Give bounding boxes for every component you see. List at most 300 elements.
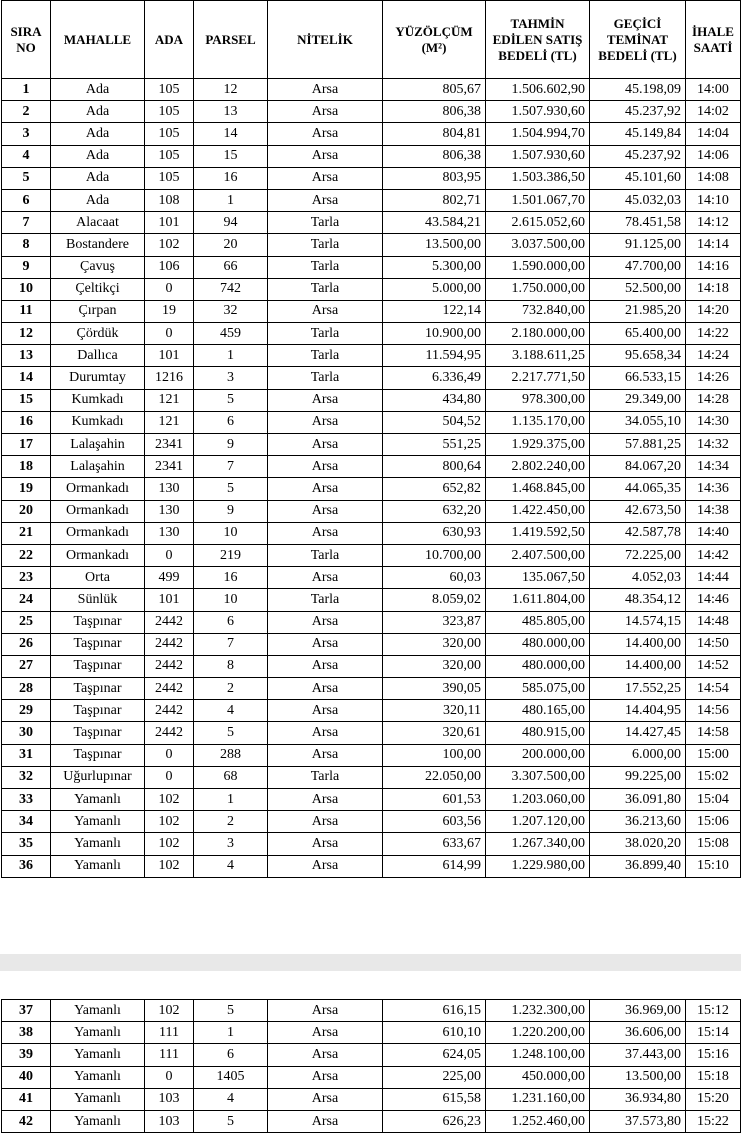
sira-no-cell: 14 bbox=[2, 367, 51, 389]
ada-cell: 2442 bbox=[145, 633, 194, 655]
sira-no-cell: 35 bbox=[2, 833, 51, 855]
ada-cell: 19 bbox=[145, 300, 194, 322]
mahalle-cell: Çırpan bbox=[51, 300, 145, 322]
yuzolcum-cell: 13.500,00 bbox=[383, 234, 486, 256]
mahalle-cell: Sünlük bbox=[51, 589, 145, 611]
ada-cell: 2341 bbox=[145, 434, 194, 456]
tahmin-cell: 1.231.160,00 bbox=[486, 1088, 590, 1110]
table-row bbox=[2, 500, 741, 522]
mahalle-cell: Yamanlı bbox=[51, 1088, 145, 1110]
yuzolcum-cell: 225,00 bbox=[383, 1066, 486, 1088]
mahalle-cell: Ada bbox=[51, 167, 145, 189]
table-row bbox=[2, 101, 741, 123]
parsel-cell: 2 bbox=[194, 678, 268, 700]
tahmin-cell: 1.468.845,00 bbox=[486, 478, 590, 500]
gecici-cell: 14.400,00 bbox=[590, 633, 686, 655]
ihale-saati-cell: 14:14 bbox=[686, 234, 741, 256]
nitelik-cell: Arsa bbox=[268, 123, 383, 145]
table-row bbox=[2, 589, 741, 611]
tahmin-cell: 1.501.067,70 bbox=[486, 189, 590, 211]
gecici-cell: 21.985,20 bbox=[590, 300, 686, 322]
gecici-cell: 14.574,15 bbox=[590, 611, 686, 633]
yuzolcum-cell: 614,99 bbox=[383, 855, 486, 877]
yuzolcum-cell: 10.900,00 bbox=[383, 323, 486, 345]
tahmin-cell: 2.615.052,60 bbox=[486, 212, 590, 234]
table-row bbox=[2, 123, 741, 145]
ada-cell: 102 bbox=[145, 234, 194, 256]
ihale-saati-cell: 15:20 bbox=[686, 1088, 741, 1110]
tahmin-cell: 2.217.771,50 bbox=[486, 367, 590, 389]
yuzolcum-cell: 626,23 bbox=[383, 1110, 486, 1132]
parsel-cell: 10 bbox=[194, 589, 268, 611]
ihale-saati-cell: 15:22 bbox=[686, 1110, 741, 1132]
ada-cell: 101 bbox=[145, 589, 194, 611]
header-gecici: GEÇİCİ TEMİNAT BEDELİ (TL) bbox=[590, 1, 686, 79]
gecici-cell: 14.404,95 bbox=[590, 700, 686, 722]
ada-cell: 0 bbox=[145, 323, 194, 345]
ada-cell: 0 bbox=[145, 278, 194, 300]
parsel-cell: 6 bbox=[194, 1044, 268, 1066]
ihale-saati-cell: 14:08 bbox=[686, 167, 741, 189]
parsel-cell: 68 bbox=[194, 766, 268, 788]
parsel-cell: 5 bbox=[194, 1110, 268, 1132]
parsel-cell: 3 bbox=[194, 833, 268, 855]
nitelik-cell: Arsa bbox=[268, 789, 383, 811]
sira-no-cell: 5 bbox=[2, 167, 51, 189]
gecici-cell: 36.934,80 bbox=[590, 1088, 686, 1110]
gecici-cell: 4.052,03 bbox=[590, 567, 686, 589]
table-row bbox=[2, 1044, 741, 1066]
tahmin-cell: 1.611.804,00 bbox=[486, 589, 590, 611]
sira-no-cell: 23 bbox=[2, 567, 51, 589]
ada-cell: 0 bbox=[145, 1066, 194, 1088]
ihale-saati-cell: 14:26 bbox=[686, 367, 741, 389]
yuzolcum-cell: 504,52 bbox=[383, 411, 486, 433]
ada-cell: 101 bbox=[145, 212, 194, 234]
ada-cell: 0 bbox=[145, 544, 194, 566]
yuzolcum-cell: 806,38 bbox=[383, 101, 486, 123]
sira-no-cell: 32 bbox=[2, 766, 51, 788]
nitelik-cell: Tarla bbox=[268, 345, 383, 367]
ada-cell: 103 bbox=[145, 1110, 194, 1132]
table-row bbox=[2, 212, 741, 234]
table-row bbox=[2, 744, 741, 766]
table-row bbox=[2, 345, 741, 367]
mahalle-cell: Durumtay bbox=[51, 367, 145, 389]
parsel-cell: 2 bbox=[194, 811, 268, 833]
tahmin-cell: 1.590.000,00 bbox=[486, 256, 590, 278]
table-row bbox=[2, 189, 741, 211]
tahmin-cell: 1.504.994,70 bbox=[486, 123, 590, 145]
mahalle-cell: Ormankadı bbox=[51, 522, 145, 544]
mahalle-cell: Yamanlı bbox=[51, 833, 145, 855]
nitelik-cell: Tarla bbox=[268, 212, 383, 234]
sira-no-cell: 20 bbox=[2, 500, 51, 522]
nitelik-cell: Arsa bbox=[268, 811, 383, 833]
yuzolcum-cell: 5.000,00 bbox=[383, 278, 486, 300]
sira-no-cell: 16 bbox=[2, 411, 51, 433]
ihale-saati-cell: 14:28 bbox=[686, 389, 741, 411]
table-row bbox=[2, 1110, 741, 1132]
header-ihale: İHALE SAATİ bbox=[686, 1, 741, 79]
yuzolcum-cell: 43.584,21 bbox=[383, 212, 486, 234]
yuzolcum-cell: 10.700,00 bbox=[383, 544, 486, 566]
tahmin-cell: 3.188.611,25 bbox=[486, 345, 590, 367]
ihale-saati-cell: 15:02 bbox=[686, 766, 741, 788]
gecici-cell: 84.067,20 bbox=[590, 456, 686, 478]
tahmin-cell: 1.506.602,90 bbox=[486, 79, 590, 101]
table-row bbox=[2, 411, 741, 433]
yuzolcum-cell: 390,05 bbox=[383, 678, 486, 700]
parsel-cell: 1 bbox=[194, 189, 268, 211]
ihale-saati-cell: 14:06 bbox=[686, 145, 741, 167]
gecici-cell: 52.500,00 bbox=[590, 278, 686, 300]
yuzolcum-cell: 633,67 bbox=[383, 833, 486, 855]
yuzolcum-cell: 632,20 bbox=[383, 500, 486, 522]
parsel-cell: 9 bbox=[194, 434, 268, 456]
sira-no-cell: 24 bbox=[2, 589, 51, 611]
ihale-saati-cell: 15:18 bbox=[686, 1066, 741, 1088]
parsel-cell: 5 bbox=[194, 722, 268, 744]
tahmin-cell: 1.207.120,00 bbox=[486, 811, 590, 833]
table-row bbox=[2, 323, 741, 345]
nitelik-cell: Tarla bbox=[268, 589, 383, 611]
nitelik-cell: Arsa bbox=[268, 1110, 383, 1132]
mahalle-cell: Yamanlı bbox=[51, 1110, 145, 1132]
header-row bbox=[2, 1, 741, 79]
parsel-cell: 1405 bbox=[194, 1066, 268, 1088]
table-row bbox=[2, 811, 741, 833]
table-row bbox=[2, 544, 741, 566]
ada-cell: 2442 bbox=[145, 678, 194, 700]
gecici-cell: 42.587,78 bbox=[590, 522, 686, 544]
parsel-cell: 10 bbox=[194, 522, 268, 544]
nitelik-cell: Arsa bbox=[268, 611, 383, 633]
ihale-saati-cell: 14:16 bbox=[686, 256, 741, 278]
parsel-cell: 459 bbox=[194, 323, 268, 345]
yuzolcum-cell: 60,03 bbox=[383, 567, 486, 589]
header-mahalle: MAHALLE bbox=[51, 1, 145, 79]
sira-no-cell: 8 bbox=[2, 234, 51, 256]
sira-no-cell: 22 bbox=[2, 544, 51, 566]
mahalle-cell: Lalaşahin bbox=[51, 434, 145, 456]
tahmin-cell: 585.075,00 bbox=[486, 678, 590, 700]
parsel-cell: 32 bbox=[194, 300, 268, 322]
nitelik-cell: Arsa bbox=[268, 1066, 383, 1088]
ada-cell: 2341 bbox=[145, 456, 194, 478]
sira-no-cell: 26 bbox=[2, 633, 51, 655]
gecici-cell: 36.969,00 bbox=[590, 1000, 686, 1022]
parsel-cell: 6 bbox=[194, 411, 268, 433]
auction-table-continued bbox=[1, 999, 741, 1133]
sira-no-cell: 37 bbox=[2, 1000, 51, 1022]
nitelik-cell: Arsa bbox=[268, 1000, 383, 1022]
tahmin-cell: 200.000,00 bbox=[486, 744, 590, 766]
nitelik-cell: Arsa bbox=[268, 189, 383, 211]
nitelik-cell: Arsa bbox=[268, 300, 383, 322]
mahalle-cell: Ada bbox=[51, 101, 145, 123]
sira-no-cell: 13 bbox=[2, 345, 51, 367]
mahalle-cell: Yamanlı bbox=[51, 811, 145, 833]
mahalle-cell: Çeltikçi bbox=[51, 278, 145, 300]
table-body-continued bbox=[2, 1000, 741, 1133]
ihale-saati-cell: 14:10 bbox=[686, 189, 741, 211]
sira-no-cell: 2 bbox=[2, 101, 51, 123]
ada-cell: 130 bbox=[145, 522, 194, 544]
header-sira-no: SIRA NO bbox=[2, 1, 51, 79]
ihale-saati-cell: 14:12 bbox=[686, 212, 741, 234]
ada-cell: 102 bbox=[145, 855, 194, 877]
table-row bbox=[2, 456, 741, 478]
header-nitelik: NİTELİK bbox=[268, 1, 383, 79]
nitelik-cell: Arsa bbox=[268, 722, 383, 744]
nitelik-cell: Tarla bbox=[268, 278, 383, 300]
ada-cell: 101 bbox=[145, 345, 194, 367]
ihale-saati-cell: 14:58 bbox=[686, 722, 741, 744]
parsel-cell: 16 bbox=[194, 567, 268, 589]
tahmin-cell: 2.407.500,00 bbox=[486, 544, 590, 566]
ada-cell: 102 bbox=[145, 833, 194, 855]
sira-no-cell: 42 bbox=[2, 1110, 51, 1132]
sira-no-cell: 4 bbox=[2, 145, 51, 167]
mahalle-cell: Taşpınar bbox=[51, 655, 145, 677]
ada-cell: 2442 bbox=[145, 611, 194, 633]
table-row bbox=[2, 145, 741, 167]
ihale-saati-cell: 14:46 bbox=[686, 589, 741, 611]
parsel-cell: 4 bbox=[194, 855, 268, 877]
ihale-saati-cell: 15:16 bbox=[686, 1044, 741, 1066]
sira-no-cell: 21 bbox=[2, 522, 51, 544]
sira-no-cell: 10 bbox=[2, 278, 51, 300]
sira-no-cell: 19 bbox=[2, 478, 51, 500]
gecici-cell: 36.091,80 bbox=[590, 789, 686, 811]
gecici-cell: 95.658,34 bbox=[590, 345, 686, 367]
table-row bbox=[2, 633, 741, 655]
yuzolcum-cell: 551,25 bbox=[383, 434, 486, 456]
parsel-cell: 8 bbox=[194, 655, 268, 677]
table-row bbox=[2, 478, 741, 500]
gecici-cell: 45.032,03 bbox=[590, 189, 686, 211]
gecici-cell: 38.020,20 bbox=[590, 833, 686, 855]
sira-no-cell: 41 bbox=[2, 1088, 51, 1110]
nitelik-cell: Arsa bbox=[268, 1022, 383, 1044]
mahalle-cell: Taşpınar bbox=[51, 678, 145, 700]
tahmin-cell: 3.037.500,00 bbox=[486, 234, 590, 256]
sira-no-cell: 6 bbox=[2, 189, 51, 211]
table-row bbox=[2, 789, 741, 811]
sira-no-cell: 15 bbox=[2, 389, 51, 411]
tahmin-cell: 1.750.000,00 bbox=[486, 278, 590, 300]
nitelik-cell: Arsa bbox=[268, 101, 383, 123]
nitelik-cell: Arsa bbox=[268, 145, 383, 167]
gecici-cell: 45.198,09 bbox=[590, 79, 686, 101]
gecici-cell: 6.000,00 bbox=[590, 744, 686, 766]
mahalle-cell: Ada bbox=[51, 189, 145, 211]
nitelik-cell: Arsa bbox=[268, 389, 383, 411]
nitelik-cell: Arsa bbox=[268, 167, 383, 189]
yuzolcum-cell: 22.050,00 bbox=[383, 766, 486, 788]
page-break-band bbox=[0, 954, 741, 971]
gecici-cell: 29.349,00 bbox=[590, 389, 686, 411]
table-row bbox=[2, 367, 741, 389]
parsel-cell: 6 bbox=[194, 611, 268, 633]
ada-cell: 108 bbox=[145, 189, 194, 211]
mahalle-cell: Kumkadı bbox=[51, 411, 145, 433]
ihale-saati-cell: 14:54 bbox=[686, 678, 741, 700]
tahmin-cell: 1.419.592,50 bbox=[486, 522, 590, 544]
nitelik-cell: Tarla bbox=[268, 323, 383, 345]
table-row bbox=[2, 855, 741, 877]
mahalle-cell: Ada bbox=[51, 79, 145, 101]
mahalle-cell: Taşpınar bbox=[51, 722, 145, 744]
ihale-saati-cell: 14:22 bbox=[686, 323, 741, 345]
nitelik-cell: Arsa bbox=[268, 434, 383, 456]
sira-no-cell: 12 bbox=[2, 323, 51, 345]
ada-cell: 2442 bbox=[145, 700, 194, 722]
mahalle-cell: Yamanlı bbox=[51, 855, 145, 877]
ada-cell: 2442 bbox=[145, 655, 194, 677]
ada-cell: 102 bbox=[145, 811, 194, 833]
gecici-cell: 45.237,92 bbox=[590, 101, 686, 123]
tahmin-cell: 1.252.460,00 bbox=[486, 1110, 590, 1132]
table-row bbox=[2, 722, 741, 744]
tahmin-cell: 135.067,50 bbox=[486, 567, 590, 589]
table-row bbox=[2, 1022, 741, 1044]
parsel-cell: 7 bbox=[194, 633, 268, 655]
parsel-cell: 14 bbox=[194, 123, 268, 145]
table-row bbox=[2, 700, 741, 722]
yuzolcum-cell: 8.059,02 bbox=[383, 589, 486, 611]
sira-no-cell: 38 bbox=[2, 1022, 51, 1044]
gecici-cell: 48.354,12 bbox=[590, 589, 686, 611]
ada-cell: 103 bbox=[145, 1088, 194, 1110]
sira-no-cell: 25 bbox=[2, 611, 51, 633]
table-row bbox=[2, 167, 741, 189]
tahmin-cell: 2.180.000,00 bbox=[486, 323, 590, 345]
yuzolcum-cell: 320,00 bbox=[383, 633, 486, 655]
table-row bbox=[2, 655, 741, 677]
gecici-cell: 42.673,50 bbox=[590, 500, 686, 522]
nitelik-cell: Tarla bbox=[268, 766, 383, 788]
gecici-cell: 91.125,00 bbox=[590, 234, 686, 256]
ihale-saati-cell: 15:04 bbox=[686, 789, 741, 811]
parsel-cell: 742 bbox=[194, 278, 268, 300]
ihale-saati-cell: 15:14 bbox=[686, 1022, 741, 1044]
mahalle-cell: Taşpınar bbox=[51, 700, 145, 722]
tahmin-cell: 1.267.340,00 bbox=[486, 833, 590, 855]
ihale-saati-cell: 14:00 bbox=[686, 79, 741, 101]
nitelik-cell: Tarla bbox=[268, 256, 383, 278]
mahalle-cell: Lalaşahin bbox=[51, 456, 145, 478]
nitelik-cell: Arsa bbox=[268, 833, 383, 855]
yuzolcum-cell: 434,80 bbox=[383, 389, 486, 411]
tahmin-cell: 480.000,00 bbox=[486, 655, 590, 677]
mahalle-cell: Alacaat bbox=[51, 212, 145, 234]
parsel-cell: 7 bbox=[194, 456, 268, 478]
mahalle-cell: Kumkadı bbox=[51, 389, 145, 411]
mahalle-cell: Yamanlı bbox=[51, 789, 145, 811]
nitelik-cell: Arsa bbox=[268, 678, 383, 700]
table-row bbox=[2, 567, 741, 589]
yuzolcum-cell: 320,61 bbox=[383, 722, 486, 744]
parsel-cell: 12 bbox=[194, 79, 268, 101]
ihale-saati-cell: 14:48 bbox=[686, 611, 741, 633]
ada-cell: 102 bbox=[145, 1000, 194, 1022]
ada-cell: 0 bbox=[145, 744, 194, 766]
table-row bbox=[2, 522, 741, 544]
ada-cell: 1216 bbox=[145, 367, 194, 389]
mahalle-cell: Taşpınar bbox=[51, 744, 145, 766]
parsel-cell: 4 bbox=[194, 1088, 268, 1110]
ihale-saati-cell: 14:02 bbox=[686, 101, 741, 123]
yuzolcum-cell: 603,56 bbox=[383, 811, 486, 833]
ihale-saati-cell: 14:34 bbox=[686, 456, 741, 478]
nitelik-cell: Arsa bbox=[268, 567, 383, 589]
yuzolcum-cell: 11.594,95 bbox=[383, 345, 486, 367]
nitelik-cell: Arsa bbox=[268, 456, 383, 478]
ada-cell: 102 bbox=[145, 789, 194, 811]
parsel-cell: 1 bbox=[194, 1022, 268, 1044]
gecici-cell: 37.443,00 bbox=[590, 1044, 686, 1066]
tahmin-cell: 1.135.170,00 bbox=[486, 411, 590, 433]
yuzolcum-cell: 624,05 bbox=[383, 1044, 486, 1066]
ihale-saati-cell: 14:04 bbox=[686, 123, 741, 145]
nitelik-cell: Arsa bbox=[268, 79, 383, 101]
ihale-saati-cell: 15:12 bbox=[686, 1000, 741, 1022]
parsel-cell: 5 bbox=[194, 1000, 268, 1022]
parsel-cell: 1 bbox=[194, 789, 268, 811]
ada-cell: 111 bbox=[145, 1022, 194, 1044]
yuzolcum-cell: 601,53 bbox=[383, 789, 486, 811]
table-row bbox=[2, 1066, 741, 1088]
ihale-saati-cell: 14:24 bbox=[686, 345, 741, 367]
gecici-cell: 45.237,92 bbox=[590, 145, 686, 167]
tahmin-cell: 1.503.386,50 bbox=[486, 167, 590, 189]
table-row bbox=[2, 300, 741, 322]
yuzolcum-cell: 803,95 bbox=[383, 167, 486, 189]
mahalle-cell: Yamanlı bbox=[51, 1000, 145, 1022]
gecici-cell: 36.213,60 bbox=[590, 811, 686, 833]
parsel-cell: 1 bbox=[194, 345, 268, 367]
table-body bbox=[2, 79, 741, 878]
tahmin-cell: 485.805,00 bbox=[486, 611, 590, 633]
ihale-saati-cell: 14:18 bbox=[686, 278, 741, 300]
mahalle-cell: Taşpınar bbox=[51, 611, 145, 633]
ihale-saati-cell: 14:44 bbox=[686, 567, 741, 589]
ada-cell: 105 bbox=[145, 123, 194, 145]
tahmin-cell: 978.300,00 bbox=[486, 389, 590, 411]
sira-no-cell: 36 bbox=[2, 855, 51, 877]
ada-cell: 105 bbox=[145, 79, 194, 101]
header-tahmin: TAHMİN EDİLEN SATIŞ BEDELİ (TL) bbox=[486, 1, 590, 79]
yuzolcum-cell: 616,15 bbox=[383, 1000, 486, 1022]
gecici-cell: 13.500,00 bbox=[590, 1066, 686, 1088]
table-row bbox=[2, 678, 741, 700]
nitelik-cell: Arsa bbox=[268, 700, 383, 722]
sira-no-cell: 33 bbox=[2, 789, 51, 811]
tahmin-cell: 3.307.500,00 bbox=[486, 766, 590, 788]
yuzolcum-cell: 652,82 bbox=[383, 478, 486, 500]
table-row bbox=[2, 256, 741, 278]
parsel-cell: 13 bbox=[194, 101, 268, 123]
parsel-cell: 5 bbox=[194, 478, 268, 500]
mahalle-cell: Çavuş bbox=[51, 256, 145, 278]
gecici-cell: 45.101,60 bbox=[590, 167, 686, 189]
nitelik-cell: Arsa bbox=[268, 655, 383, 677]
gecici-cell: 57.881,25 bbox=[590, 434, 686, 456]
gecici-cell: 14.427,45 bbox=[590, 722, 686, 744]
mahalle-cell: Ada bbox=[51, 123, 145, 145]
